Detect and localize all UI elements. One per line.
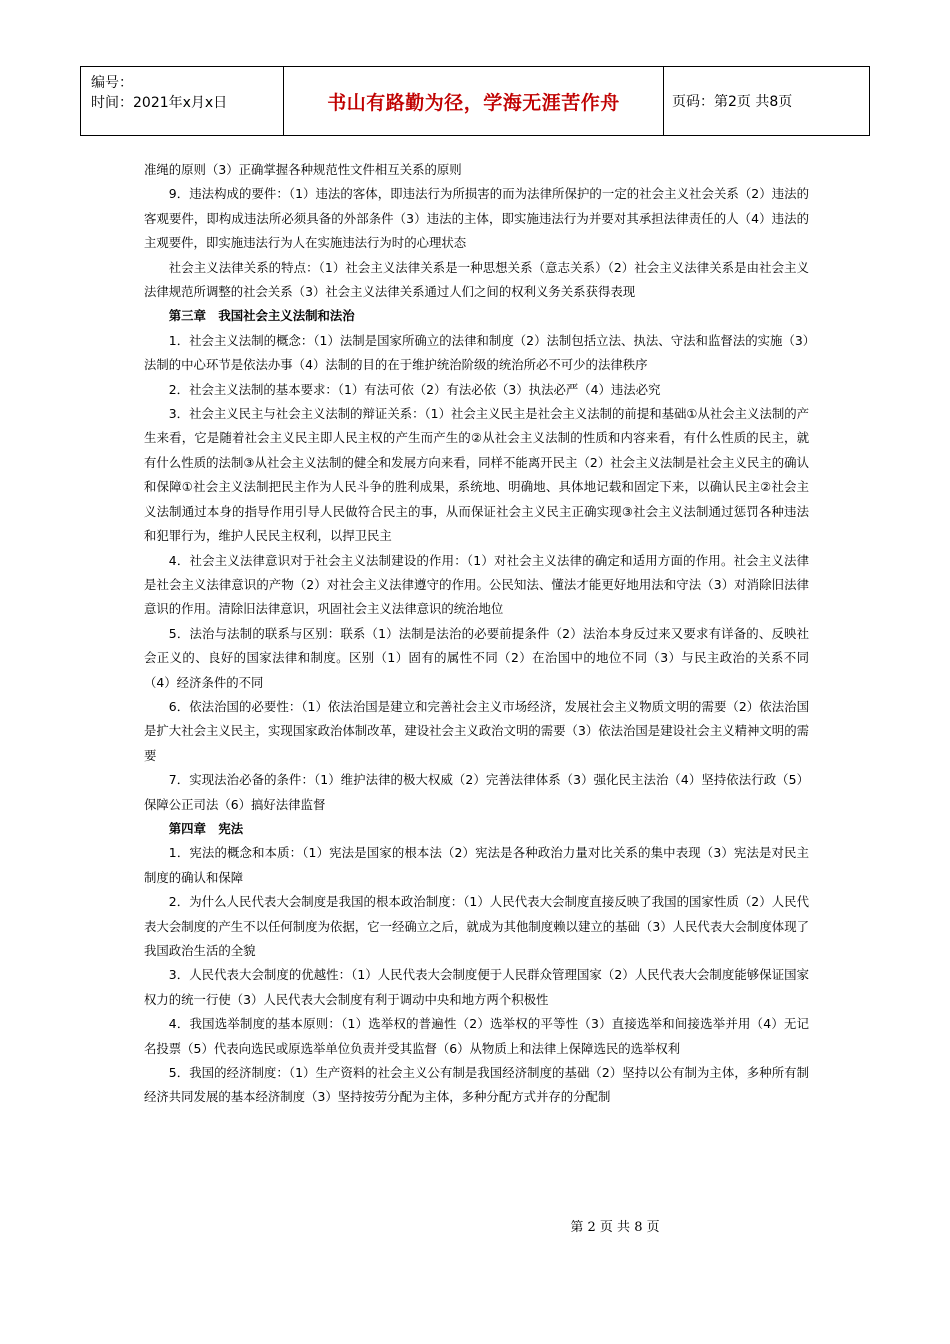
page-footer: 第 2 页 共 8 页 [570,1220,660,1235]
paragraph: 1．社会主义法制的概念：（1）法制是国家所确立的法律和制度（2）法制包括立法、执法、守法和监督法的实施（3）法制的中心环节是依法办事（4）法制的目的在于维护统治阶级的统治所必不可少的法律秩序 [144,332,809,373]
paragraph: 3．人民代表大会制度的优越性：（1）人民代表大会制度便于人民群众管理国家（2）人民代表大会制度能够保证国家权力的统一行使（3）人民代表大会制度有利于调动中央和地方两个积极性 [144,967,809,1007]
document-time: 时间：2021年x月x日 [91,95,228,111]
paragraph: 准绳的原则（3）正确掌握各种规范性文件相互关系的原则 [144,162,462,177]
paragraph: 7．实现法治必备的条件：（1）维护法律的极大权威（2）完善法律体系（3）强化民主法治（4）坚持依法行政（5）保障公正司法（6）搞好法律监督 [144,772,809,812]
paragraph: 5．法治与法制的联系与区别：联系（1）法制是法治的必要前提条件（2）法治本身反过来又要求有详备的、反映社会正义的、良好的国家法律和制度。区别（1）固有的属性不同（2）在治国中的地位不同（3）与民主政治的关系不同（4）经济条件的不同 [144,625,809,690]
chapter-heading: 第四章 宪法 [168,820,244,836]
paragraph: 1．宪法的概念和本质：（1）宪法是国家的根本法（2）宪法是各种政治力量对比关系的集中表现（3）宪法是对民主制度的确认和保障 [144,845,809,885]
document-number-label: 编号： [91,75,133,91]
paragraph: 3．社会主义民主与社会主义法制的辩证关系：（1）社会主义民主是社会主义法制的前提和基础①从社会主义法制的产生来看，它是随着社会主义民主即人民主权的产生而产生的②从社会主义法制的性质和内容来看，有什么性质的民主，就有什么性质的法制③从社会主义法制的健全和发展方向来看，同样不能离开民主（2）社会主义法制是社会主义民主的确认和保障①社会主义法制把民主作为人民斗争的胜利成果，系统地、明确地、具体地记载和固定下来，以确认民主②社会主义法制通过本身的指导作用引导人民做符合民主的事，从而保证社会主义民主正确实现③社会主义法制通过惩罚各种违法和犯罪行为，维护人民民主权利，以捍卫民主 [144,406,810,544]
header-motto: 书山有路勤为径，学海无涯苦作舟 [284,67,664,135]
document-body [144,158,809,1110]
paragraph: 4．社会主义法律意识对于社会主义法制建设的作用：（1）对社会主义法律的确定和适用方面的作用。社会主义法律是社会主义法律意识的产物（2）对社会主义法律遵守的作用。公民知法、懂法才能更好地用法和守法（3）对消除旧法律意识的作用。清除旧法律意识，巩固社会主义法律意识的统治地位 [144,552,809,617]
paragraph: 6．依法治国的必要性：（1）依法治国是建立和完善社会主义市场经济，发展社会主义物质文明的需要（2）依法治国是扩大社会主义民主，实现国家政治体制改革，建设社会主义政治文明的需要（3）依法治国是建设社会主义精神文明的需要 [144,698,809,763]
chapter-heading: 第三章 我国社会主义法制和法治 [168,308,355,324]
page-header [80,66,870,136]
paragraph: 9．违法构成的要件：（1）违法的客体，即违法行为所损害的而为法律所保护的一定的社会主义社会关系（2）违法的客观要件，即构成违法所必须具备的外部条件（3）违法的主体，即实施违法行为并要对其承担法律责任的人（4）违法的主观要件，即实施违法行为人在实施违法行为时的心理状态 [144,186,809,251]
header-page-info: 页码：第2页 共8页 [672,94,793,110]
paragraph: 5．我国的经济制度：（1）生产资料的社会主义公有制是我国经济制度的基础（2）坚持以公有制为主体，多种所有制经济共同发展的基本经济制度（3）坚持按劳分配为主体，多种分配方式并存的分配制 [144,1065,809,1105]
header-meta [81,67,284,135]
paragraph: 社会主义法律关系的特点：（1）社会主义法律关系是一种思想关系（意志关系）（2）社会主义法律关系是由社会主义法律规范所调整的社会关系（3）社会主义法律关系通过人们之间的权利义务关系获得表现 [144,259,809,300]
paragraph: 2．为什么人民代表大会制度是我国的根本政治制度：（1）人民代表大会制度直接反映了我国的国家性质（2）人民代表大会制度的产生不以任何制度为依据，它一经确立之后，就成为其他制度赖以建立的基础（3）人民代表大会制度体现了我国政治生活的全貌 [144,894,809,958]
paragraph: 2．社会主义法制的基本要求：（1）有法可依（2）有法必依（3）执法必严（4）违法必究 [168,381,661,397]
paragraph: 4．我国选举制度的基本原则：（1）选举权的普遍性（2）选举权的平等性（3）直接选举和间接选举并用（4）无记名投票（5）代表向选民或原选举单位负责并受其监督（6）从物质上和法律上保障选民的选举权利 [144,1016,809,1056]
